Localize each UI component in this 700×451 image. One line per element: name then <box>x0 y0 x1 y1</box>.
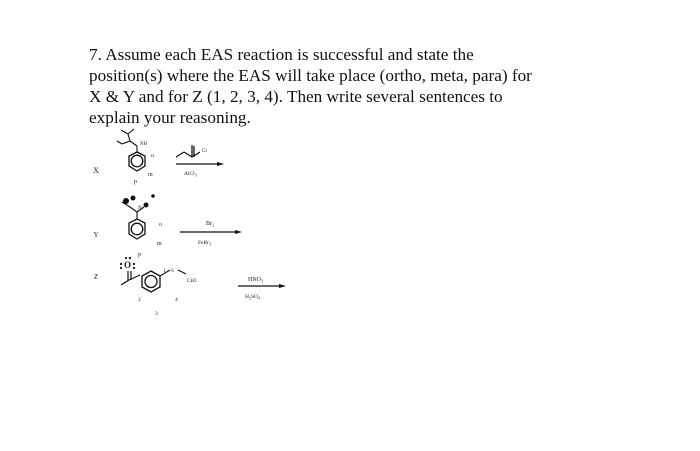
position-4: 4 <box>175 297 178 303</box>
lone-pair-o-3 <box>133 263 135 265</box>
nitrogen-label-y: N <box>138 206 142 211</box>
lone-pair-o-2 <box>120 267 122 269</box>
benzene-ring-x <box>129 152 145 171</box>
meta-label-x: m <box>148 172 153 178</box>
acyl-chloride-reagent <box>176 145 200 157</box>
para-label-y: p <box>138 252 141 258</box>
question-line-3: X & Y and for Z (1, 2, 3, 4). Then write several sentences to <box>89 87 503 106</box>
reagent-above-y: $Br_2$ <box>206 221 214 228</box>
lone-pair-o-5 <box>125 257 127 259</box>
chloride-label: Cl <box>202 149 207 154</box>
position-2: 2 <box>138 297 141 303</box>
question-line-2: position(s) where the EAS will take place (ortho, meta, para) for <box>89 66 532 85</box>
lone-pair-o-6 <box>129 257 131 259</box>
lone-pair-dot-4 <box>151 194 155 198</box>
position-1: 1 <box>163 268 166 274</box>
question-line-4: explain your reasoning. <box>89 108 251 127</box>
benzene-ring-y <box>129 219 145 239</box>
lone-pair-o-1 <box>120 263 122 265</box>
reagent-below-z: $H_2SO_4$ <box>245 294 261 301</box>
row-label-y: Y <box>93 231 99 239</box>
para-label-x: p <box>134 179 137 185</box>
benzene-ring-z <box>142 271 160 292</box>
lone-pair-dot-3 <box>144 203 149 208</box>
meta-label-y: m <box>157 241 162 247</box>
arrowhead-x <box>217 162 224 166</box>
catalyst-label-y: FeBr$_3$ <box>198 240 211 247</box>
side-chain-z <box>121 271 140 285</box>
oxygen-label-z: O <box>124 260 132 270</box>
row-label-z: Z <box>93 273 99 281</box>
reaction-x <box>93 129 224 185</box>
amide-substituent-x <box>117 129 137 152</box>
lone-pair-o-4 <box>133 267 135 269</box>
ortho-label-x: o <box>151 153 154 159</box>
arrowhead-z <box>279 284 286 288</box>
lone-pair-dot-1 <box>123 198 129 204</box>
reagent-above-z: $HNO_3$ <box>248 277 263 284</box>
catalyst-label-x: AlCl$_3$ <box>184 171 197 178</box>
nh-label: NH <box>140 142 148 147</box>
methyl-label: CH3 <box>187 279 197 284</box>
ortho-label-y: o <box>159 222 162 228</box>
lone-pair-dot-2 <box>131 196 136 201</box>
arrowhead-y <box>235 230 242 234</box>
sulfur-label: S <box>171 269 174 274</box>
position-3: 3 <box>155 311 158 317</box>
question-line-1: 7. Assume each EAS reaction is successful and state the <box>89 45 474 64</box>
reaction-z <box>94 257 286 317</box>
reaction-y <box>93 194 242 258</box>
row-label-x: X <box>93 166 99 175</box>
